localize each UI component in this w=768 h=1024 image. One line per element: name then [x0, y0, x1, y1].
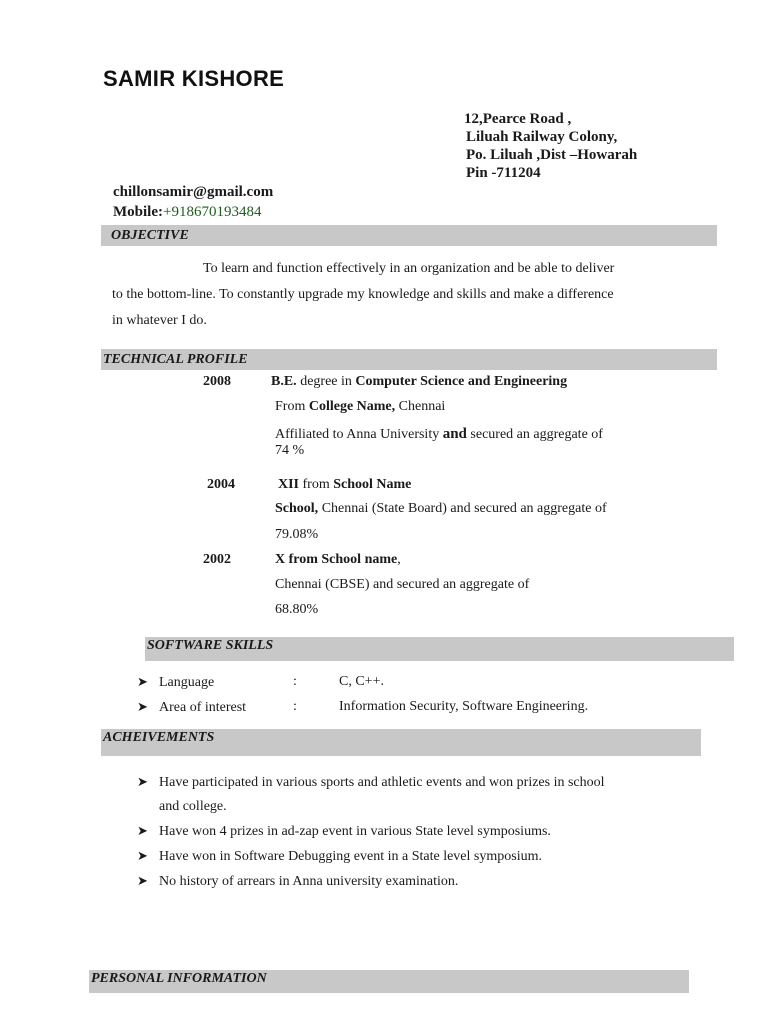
education-institution: Chennai (CBSE) and secured an aggregate of [275, 577, 530, 592]
skill-value: Information Security, Software Engineering. [339, 699, 589, 714]
mobile-label: Mobile: [113, 204, 163, 220]
education-degree: X from School name, [275, 552, 401, 567]
mobile-number[interactable]: +918670193484 [163, 204, 262, 220]
education-year: 2004 [207, 477, 235, 492]
education-institution: School, Chennai (State Board) and secured an aggregate of [275, 501, 607, 516]
address-line-1: 12,Pearce Road , [464, 111, 572, 127]
education-aggregate: 79.08% [275, 527, 319, 542]
skill-value: C, C++. [339, 674, 384, 689]
list-item: ➤ Have participated in various sports and athletic events and won prizes in school [137, 774, 605, 790]
list-item: ➤ No history of arrears in Anna university examination. [137, 873, 459, 889]
list-item: ➤ Have won in Software Debugging event in a State level symposium. [137, 848, 542, 864]
arrow-bullet-icon: ➤ [137, 823, 148, 838]
education-year: 2002 [203, 552, 231, 567]
mobile-line [113, 203, 261, 222]
arrow-bullet-icon: ➤ [137, 699, 148, 714]
address-line-3: Po. Liluah ,Dist –Howarah [466, 147, 638, 163]
arrow-bullet-icon: ➤ [137, 848, 148, 863]
education-institution: From College Name, Chennai [275, 399, 446, 414]
objective-line-2: to the bottom-line. To constantly upgrade my knowledge and skills and make a difference [112, 287, 614, 302]
skill-separator: : [293, 699, 297, 714]
education-affiliation: Affiliated to Anna University and secured an aggregate of [275, 426, 603, 442]
skill-label: Area of interest [159, 700, 247, 715]
arrow-bullet-icon: ➤ [137, 774, 148, 789]
candidate-name: SAMIR KISHORE [103, 66, 285, 91]
education-aggregate: 74 % [275, 443, 305, 458]
education-year: 2008 [203, 374, 231, 389]
education-degree: XII from School Name [278, 477, 412, 492]
objective-heading: OBJECTIVE [101, 225, 717, 246]
education-degree: B.E. degree in Computer Science and Engineering [271, 374, 568, 389]
list-item [137, 674, 697, 691]
list-item-continuation: and college. [159, 799, 227, 814]
address-line-4: Pin -711204 [466, 165, 541, 181]
software-skills-heading: SOFTWARE SKILLS [145, 637, 734, 661]
objective-line-3: in whatever I do. [112, 313, 207, 328]
arrow-bullet-icon: ➤ [137, 873, 148, 888]
email-address[interactable]: chillonsamir@gmail.com [113, 184, 274, 200]
skill-separator: : [293, 674, 297, 689]
personal-information-heading: PERSONAL INFORMATION [89, 970, 689, 993]
address-line-2: Liluah Railway Colony, [466, 129, 618, 145]
objective-line-1: To learn and function effectively in an organization and be able to deliver [203, 261, 615, 276]
technical-profile-heading: TECHNICAL PROFILE [101, 349, 717, 370]
skill-label: Language [159, 675, 215, 690]
arrow-bullet-icon: ➤ [137, 674, 148, 689]
list-item: ➤ Have won 4 prizes in ad-zap event in various State level symposiums. [137, 823, 551, 839]
achievements-heading: ACHEIVEMENTS [101, 729, 701, 756]
education-aggregate: 68.80% [275, 602, 319, 617]
